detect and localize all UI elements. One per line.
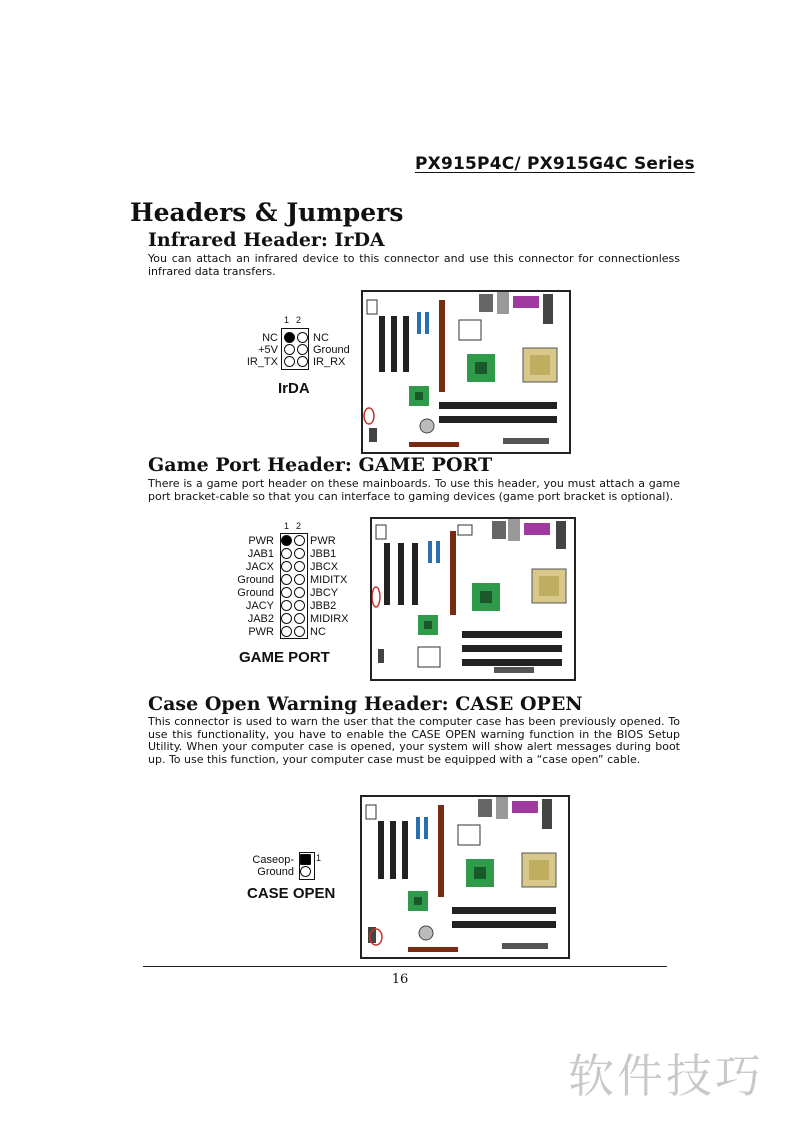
game-port-right-label: JBB1 [310,547,337,560]
pin [281,574,292,585]
game-port-pin-row [230,599,336,612]
pin-number-2: 2 [296,521,302,531]
game-port-left-label: JACY [245,599,274,612]
game-port-right-label: PWR [310,534,336,547]
game-port-pin-row [230,612,349,625]
irda-left-label: NC [262,331,278,344]
pin [281,600,292,611]
game-port-pin-row [230,586,338,599]
case-open-connector-name: CASE OPEN [247,885,336,902]
section-title-irda: Infrared Header: IrDA [148,229,385,251]
case-open-left-label: Caseop- [252,853,294,866]
game-port-right-label: NC [310,625,326,638]
irda-left-label: IR_TX [246,355,278,368]
watermark: 软件技巧 [568,1049,764,1103]
pin [281,613,292,624]
game-port-pin-row [230,573,347,586]
section-title-game-port: Game Port Header: GAME PORT [148,454,493,476]
page-number: 16 [391,972,409,987]
series-title: PX915P4C/ PX915G4C Series [415,154,695,174]
game-port-left-label: JACX [245,560,274,573]
pin [294,574,305,585]
game-port-right-label: MIDITX [310,573,348,586]
pin [300,866,311,877]
game-port-right-label: JBCY [310,586,339,599]
page-title: Headers & Jumpers [130,198,404,227]
section-title-case-open: Case Open Warning Header: CASE OPEN [148,693,583,715]
pin [294,535,305,546]
case-open-pin-diagram [240,850,360,910]
pin-number-2: 2 [296,315,302,325]
game-port-connector-name: GAME PORT [239,649,330,666]
irda-right-label: NC [313,331,329,344]
pin [294,600,305,611]
pin [297,344,308,355]
pin [294,548,305,559]
irda-left-label: +5V [258,343,278,356]
case-open-left-label: Ground [257,865,294,878]
game-port-left-label: JAB2 [247,612,274,625]
game-port-right-label: JBCX [310,560,339,573]
game-port-left-label: JAB1 [247,547,274,560]
pin [294,561,305,572]
pin-number-1: 1 [284,315,290,325]
game-port-pin-row [230,560,338,573]
pin [297,356,308,367]
pin [284,356,295,367]
game-port-left-label: Ground [237,573,274,586]
pin [294,626,305,637]
motherboard-layout-game-port [370,517,576,681]
irda-right-label: Ground [313,343,350,356]
game-port-pin-diagram [230,521,370,671]
pin-number-1: 1 [284,521,290,531]
pin [294,613,305,624]
irda-right-label: IR_RX [313,355,346,368]
section-body-game-port: There is a game port header on these mainboards. To use this header, you must attach a game port bracket-cable so that you can interface to gaming devices (game port bracket is optional). [148,477,680,503]
game-port-left-label: PWR [248,534,274,547]
section-body-case-open: This connector is used to warn the user that the computer case has been previously opened. To use this functionality, you have to enable the CASE OPEN warning function in the BIOS Setup Utility. When your computer case is opened, your system will show alert messages during boot up. To use this function, your computer case must be equipped with a “case open” cable. [148,715,680,766]
motherboard-layout-irda [361,290,571,454]
section-body-irda: You can attach an infrared device to this connector and use this connector for connectionless infrared data transfers. [148,252,680,278]
motherboard-layout-case-open [360,795,570,959]
pin-1-marker [284,332,295,343]
game-port-left-label: Ground [237,586,274,599]
game-port-pin-row [230,625,326,638]
pin [281,561,292,572]
irda-pin-diagram [238,312,358,402]
footer-rule [143,966,667,967]
pin [294,587,305,598]
game-port-left-label: PWR [248,625,274,638]
pin [281,548,292,559]
pin [297,332,308,343]
pin-1-marker [281,535,292,546]
game-port-pin-row [230,534,336,547]
pin [281,626,292,637]
irda-connector-name: IrDA [278,380,310,397]
pin [284,344,295,355]
game-port-right-label: JBB2 [310,599,337,612]
game-port-right-label: MIDIRX [310,612,349,625]
pin-number-1: 1 [316,853,322,863]
pin [281,587,292,598]
game-port-pin-row [230,547,336,560]
pin-1-marker [300,854,311,865]
